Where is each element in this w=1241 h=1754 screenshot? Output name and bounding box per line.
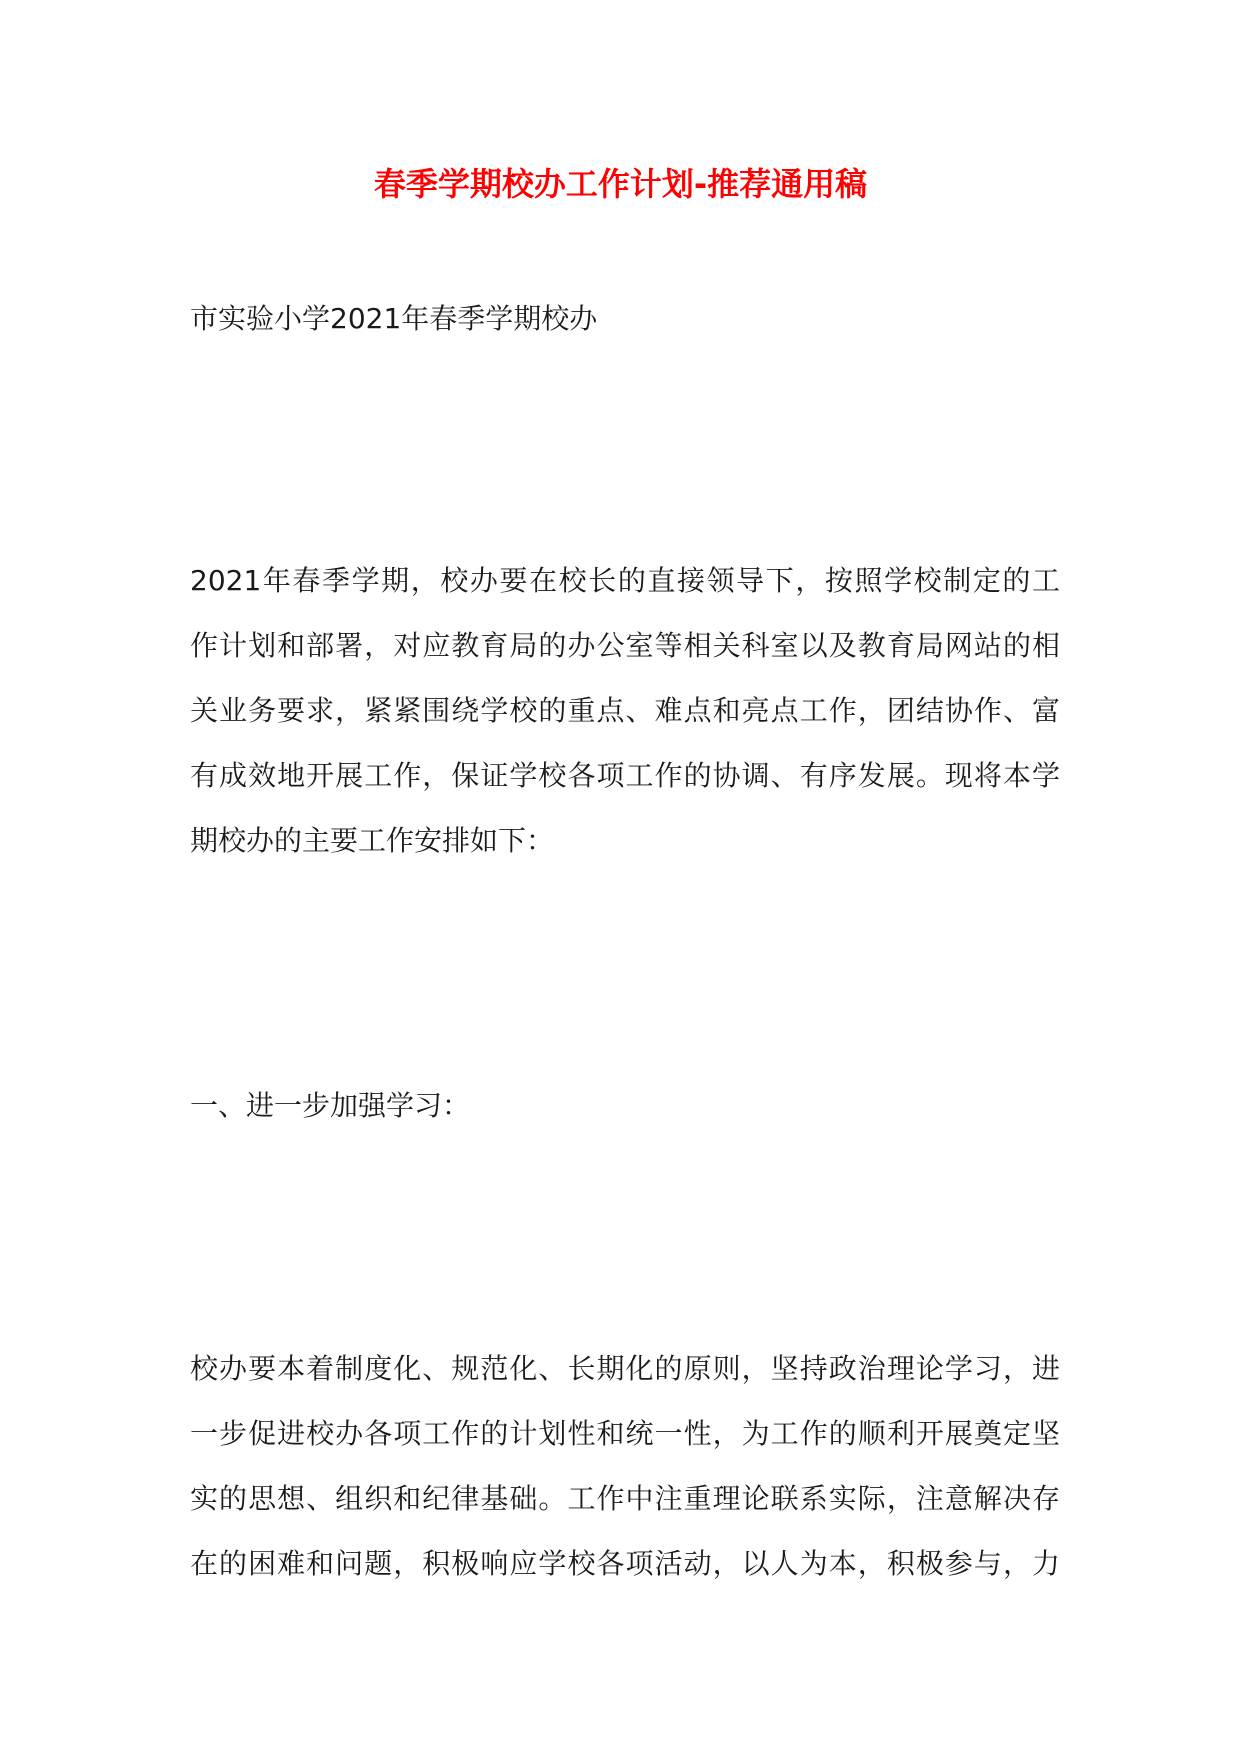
paragraph-line: 一步促进校办各项工作的计划性和统一性，为工作的顺利开展奠定坚 [190,1417,1060,1450]
paragraph-line: 关业务要求，紧紧围绕学校的重点、难点和亮点工作，团结协作、富 [190,694,1060,727]
paragraph-line: 作计划和部署，对应教育局的办公室等相关科室以及教育局网站的相 [190,629,1060,662]
intro-paragraph [190,548,1060,873]
paragraph-line: 实的思想、组织和纪律基础。工作中注重理论联系实际，注意解决存 [190,1482,1060,1515]
section-heading-text: 一、进一步加强学习： [190,1089,471,1122]
paragraph-line: 期校办的主要工作安排如下： [190,824,555,857]
paragraph-line: 校办要本着制度化、规范化、长期化的原则，坚持政治理论学习，进 [190,1352,1060,1385]
section-heading [190,1073,1060,1138]
document-subtitle [190,286,1060,351]
paragraph-line: 2021年春季学期，校办要在校长的直接领导下，按照学校制定的工 [190,564,1060,597]
document-title: 春季学期校办工作计划-推荐通用稿 [373,165,868,203]
paragraph-line: 有成效地开展工作，保证学校各项工作的协调、有序发展。现将本学 [190,759,1060,792]
section-paragraph [190,1336,1060,1596]
paragraph-line: 在的困难和问题，积极响应学校各项活动，以人为本，积极参与，力 [190,1547,1060,1580]
subtitle-line: 市实验小学2021年春季学期校办 [190,302,598,335]
